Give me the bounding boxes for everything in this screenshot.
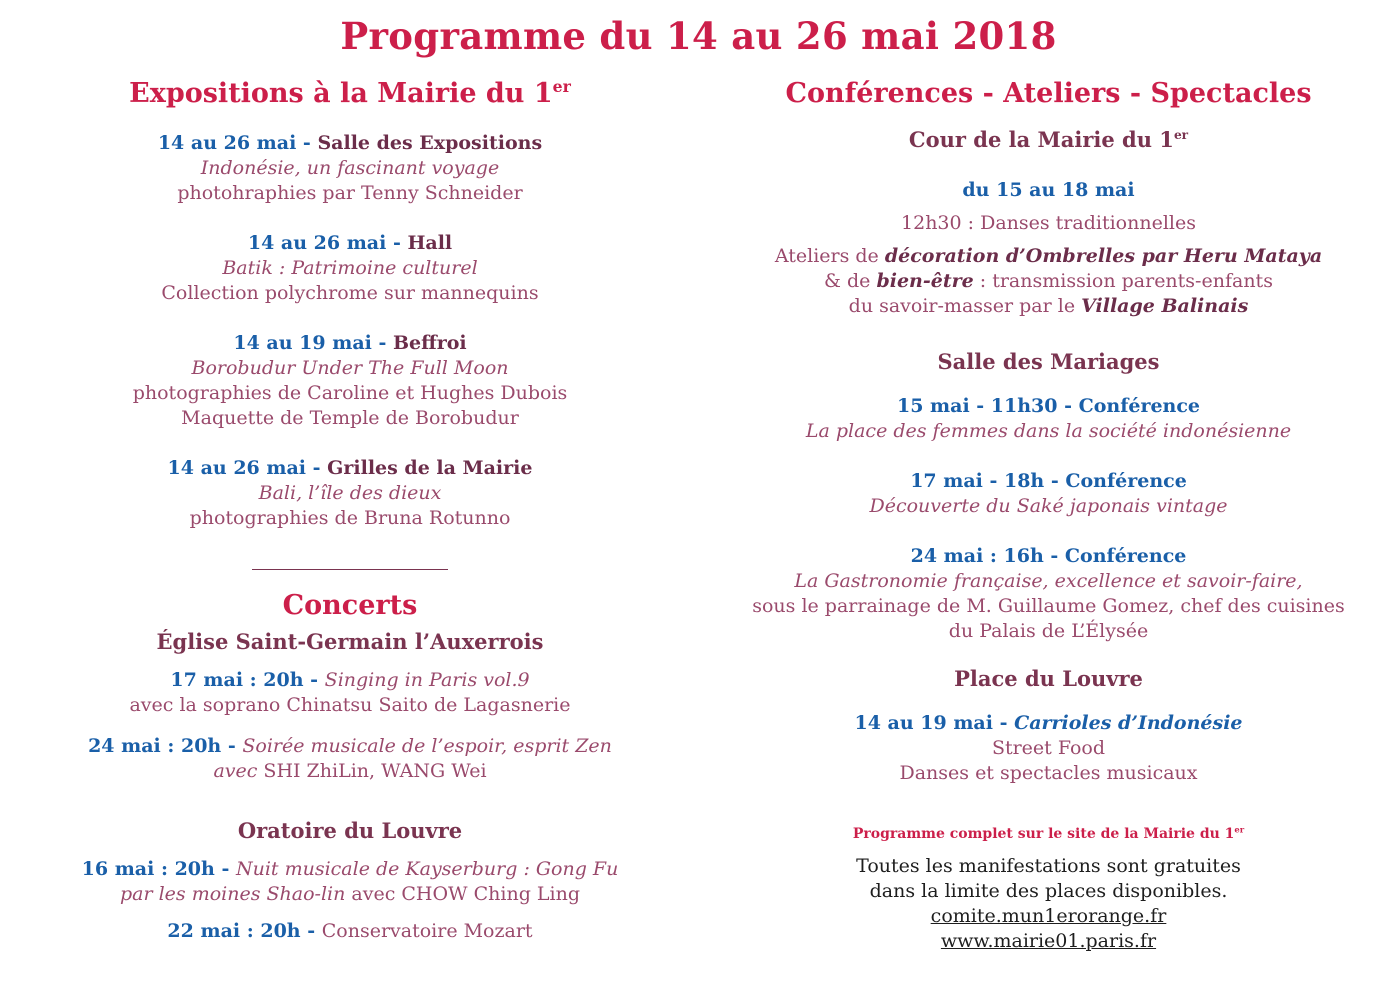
concert-date: 17 mai : 20h [170, 669, 304, 691]
expo-sep: - [306, 457, 328, 479]
cour-bienetre-suffix: : transmission parents-enfants [973, 270, 1273, 292]
programme-complet-sup: er [1234, 824, 1245, 835]
cour-ateliers-prefix: Ateliers de [774, 245, 885, 267]
venue-louvre: Place du Louvre [954, 666, 1143, 691]
expo-date: 14 au 26 mai [157, 132, 297, 154]
expo-sep: - [386, 232, 408, 254]
expo-item [0, 231, 700, 306]
concerts-title: Concerts [282, 590, 418, 621]
page-title: Programme du 14 au 26 mai 2018 [340, 14, 1057, 58]
cour-dances: 12h30 : Danses traditionnelles [901, 212, 1196, 234]
expo-item [0, 131, 700, 206]
cour-bienetre: bien-être [876, 270, 974, 292]
concert-item [0, 857, 700, 907]
cour-village: Village Balinais [1081, 295, 1249, 317]
concert-sep: - [221, 735, 243, 757]
venue-eglise: Église Saint-Germain l’Auxerrois [156, 629, 544, 654]
expo-date: 14 au 26 mai [247, 232, 387, 254]
expo-sep: - [296, 132, 318, 154]
expo-desc: photographies de Bruna Rotunno [189, 507, 511, 529]
conference-title: Découverte du Saké japonais vintage [869, 495, 1228, 517]
concert-performers-prefix: avec [213, 760, 258, 782]
expo-sep: - [371, 332, 393, 354]
expo-title: Indonésie, un fascinant voyage [200, 157, 500, 179]
programme-complet-text: Programme complet sur le site de la Mairie du 1 [852, 826, 1235, 842]
conference-title: La Gastronomie française, excellence et savoir-faire, [794, 570, 1303, 592]
concert-title: Singing in Paris vol.9 [324, 669, 530, 691]
concert-sep: - [303, 669, 325, 691]
concert-date: 16 mai : 20h [81, 858, 215, 880]
louvre-title: Carrioles d’Indonésie [1014, 712, 1243, 734]
expo-item [0, 456, 700, 531]
concert-performers-prefix: par les moines Shao-lin [119, 883, 346, 905]
venue-cour-text: Cour de la Mairie du 1 [908, 127, 1174, 152]
conferences-title: Conférences - Ateliers - Spectacles [785, 78, 1312, 109]
programme-complet-note [700, 826, 1397, 842]
concert-performers: avec la soprano Chinatsu Saito de Lagasnerie [129, 694, 571, 716]
free-note-2: dans la limite des places disponibles. [869, 880, 1228, 902]
conference-head: 15 mai - 11h30 - Conférence [896, 395, 1201, 417]
concert-item [0, 734, 700, 784]
concert-date: 22 mai : 20h [167, 920, 301, 942]
louvre-street-food: Street Food [991, 737, 1106, 759]
expo-place: Beffroi [392, 332, 467, 354]
free-note-1: Toutes les manifestations sont gratuites [856, 855, 1241, 877]
conference-desc: du Palais de L’Élysée [948, 620, 1149, 642]
conference-head: 17 mai - 18h - Conférence [910, 470, 1187, 492]
venue-oratoire: Oratoire du Louvre [237, 818, 463, 843]
cour-date: du 15 au 18 mai [962, 179, 1135, 201]
conference-title: La place des femmes dans la société indonésienne [805, 420, 1292, 442]
right-column [700, 78, 1397, 954]
concert-item [0, 919, 700, 944]
concert-sep: - [300, 920, 322, 942]
expo-title: Batik : Patrimoine culturel [222, 257, 478, 279]
conference-head: 24 mai : 16h - Conférence [910, 545, 1187, 567]
venue-mariages: Salle des Mariages [937, 349, 1160, 374]
louvre-sep: - [992, 712, 1015, 734]
mairie-link[interactable]: www.mairie01.paris.fr [940, 930, 1157, 952]
expo-place: Grilles de la Mairie [327, 457, 533, 479]
cour-bienetre-prefix: & de [824, 270, 877, 292]
expositions-title [0, 78, 700, 109]
expo-title: Bali, l’île des dieux [258, 482, 442, 504]
concert-performers: avec CHOW Ching Ling [345, 883, 581, 905]
louvre-dances: Danses et spectacles musicaux [899, 762, 1198, 784]
expo-desc: Collection polychrome sur mannequins [161, 282, 539, 304]
expo-place: Hall [407, 232, 453, 254]
expo-desc: photohraphies par Tenny Schneider [177, 182, 523, 204]
concert-item [0, 668, 700, 718]
concert-performers: SHI ZhiLin, WANG Wei [257, 760, 487, 782]
cour-village-prefix: du savoir-masser par le [848, 295, 1082, 317]
louvre-date: 14 au 19 mai [854, 712, 993, 734]
left-column [0, 78, 700, 944]
expo-desc: Maquette de Temple de Borobudur [181, 407, 519, 429]
concert-title: Soirée musicale de l’espoir, esprit Zen [242, 735, 612, 757]
venue-cour-sup: er [1173, 128, 1189, 142]
concert-title: Conservatoire Mozart [321, 920, 533, 942]
cour-ateliers-title: décoration d’Ombrelles par Heru Mataya [884, 245, 1323, 267]
expo-date: 14 au 19 mai [233, 332, 372, 354]
comite-link[interactable]: comite.mun1erorange.fr [930, 905, 1167, 927]
expo-place: Salle des Expositions [317, 132, 543, 154]
concert-date: 24 mai : 20h [88, 735, 222, 757]
concert-title: Nuit musicale de Kayserburg : Gong Fu [235, 858, 619, 880]
expositions-title-text: Expositions à la Mairie du 1 [129, 78, 553, 109]
expo-desc: photographies de Caroline et Hughes Dubois [132, 382, 568, 404]
expo-title: Borobudur Under The Full Moon [191, 357, 509, 379]
expo-item [0, 331, 700, 431]
venue-cour [700, 127, 1397, 152]
concert-sep: - [214, 858, 236, 880]
expositions-title-sup: er [552, 77, 571, 96]
conference-desc: sous le parrainage de M. Guillaume Gomez, chef des cuisines [752, 595, 1345, 617]
expo-date: 14 au 26 mai [167, 457, 307, 479]
